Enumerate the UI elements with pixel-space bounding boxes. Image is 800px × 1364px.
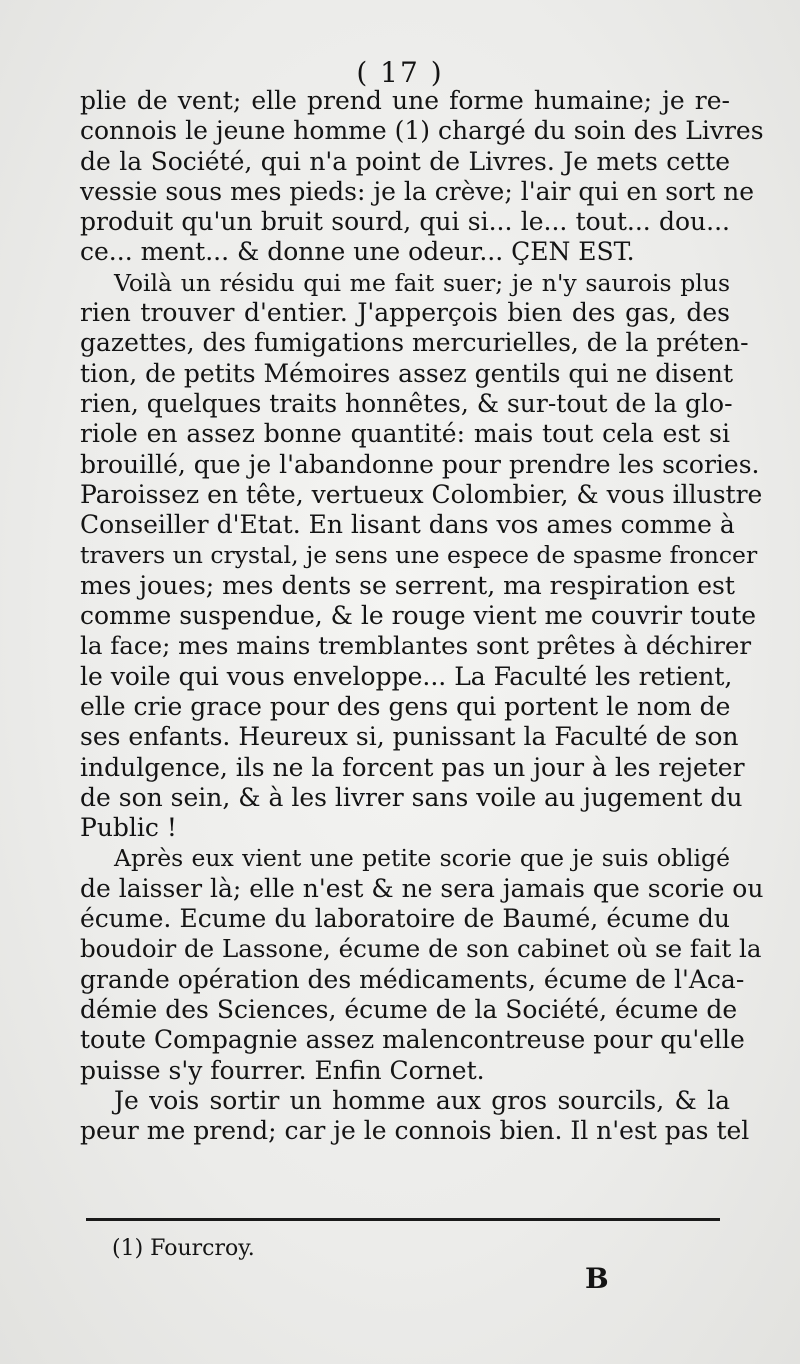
text-line: Je vois sortir un homme aux gros sourcils, & la: [114, 1085, 730, 1115]
text-line: tion, de petits Mémoires assez gentils qui ne disent: [80, 358, 734, 388]
text-line: ses enfants. Heureux si, punissant la Faculté de son: [80, 722, 739, 752]
text-line: puisse s'y fourrer. Enfin Cornet.: [80, 1055, 485, 1085]
page-number: ( 17 ): [356, 56, 444, 89]
text-line: riole en assez bonne quantité: mais tout cela est si: [80, 419, 730, 449]
footnote: (1) Fourcroy.: [112, 1236, 255, 1261]
text-line: gazettes, des fumigations mercurielles, de la préten-: [80, 328, 749, 358]
text-line: mes joues; mes dents se serrent, ma respiration est: [80, 570, 735, 600]
text-line: de son sein, & à les livrer sans voile au jugement du: [80, 782, 743, 812]
text-line: Paroissez en tête, vertueux Colombier, & vous illustre: [80, 479, 763, 509]
text-line: plie de vent; elle prend une forme humaine; je re-: [80, 86, 730, 115]
text-line: travers un crystal, je sens une espece de spasme froncer: [80, 541, 758, 570]
text-line: elle crie grace pour des gens qui portent le nom de: [80, 691, 731, 721]
text-line: rien trouver d'entier. J'apperçois bien des gas, des: [80, 298, 730, 328]
body-text: [80, 86, 764, 1146]
text-line: comme suspendue, & le rouge vient me couvrir toute: [80, 601, 757, 631]
text-line: le voile qui vous enveloppe... La Faculté les retient,: [80, 661, 733, 691]
text-line: vessie sous mes pieds: je la crève; l'air qui en sort ne: [80, 176, 754, 206]
text-line: Après eux vient une petite scorie que je suis obligé: [114, 844, 730, 873]
text-line: la face; mes mains tremblantes sont prêtes à déchirer: [80, 631, 752, 661]
text-line: brouillé, que je l'abandonne pour prendre les scories.: [80, 449, 760, 479]
text-line: Conseiller d'Etat. En lisant dans vos ames comme à: [80, 510, 735, 540]
text-line: de laisser là; elle n'est & ne sera jamais que scorie ou: [80, 873, 764, 903]
text-line: Voilà un résidu qui me fait suer; je n'y saurois plus: [114, 268, 730, 297]
text-line: écume. Ecume du laboratoire de Baumé, écume du: [80, 904, 730, 934]
text-line: rien, quelques traits honnêtes, & sur-tout de la glo-: [80, 388, 733, 418]
text-line: de la Société, qui n'a point de Livres. Je mets cette: [80, 146, 730, 176]
text-line: grande opération des médicaments, écume de l'Aca-: [80, 964, 745, 994]
footnote-rule: [86, 1218, 720, 1221]
text-line: boudoir de Lassone, écume de son cabinet où se fait la: [80, 934, 762, 964]
text-line: indulgence, ils ne la forcent pas un jour à les rejeter: [80, 752, 745, 782]
text-line: Public !: [80, 813, 177, 843]
text-line: ce... ment... & donne une odeur... ÇEN EST.: [80, 237, 635, 267]
text-line: toute Compagnie assez malencontreuse pour qu'elle: [80, 1025, 745, 1055]
text-line: peur me prend; car je le connois bien. Il n'est pas tel: [80, 1116, 750, 1146]
signature-mark: B: [585, 1262, 609, 1295]
text-line: connois le jeune homme (1) chargé du soin des Livres: [80, 116, 764, 146]
text-line: produit qu'un bruit sourd, qui si... le... tout... dou...: [80, 207, 730, 237]
text-line: démie des Sciences, écume de la Société, écume de: [80, 994, 738, 1024]
